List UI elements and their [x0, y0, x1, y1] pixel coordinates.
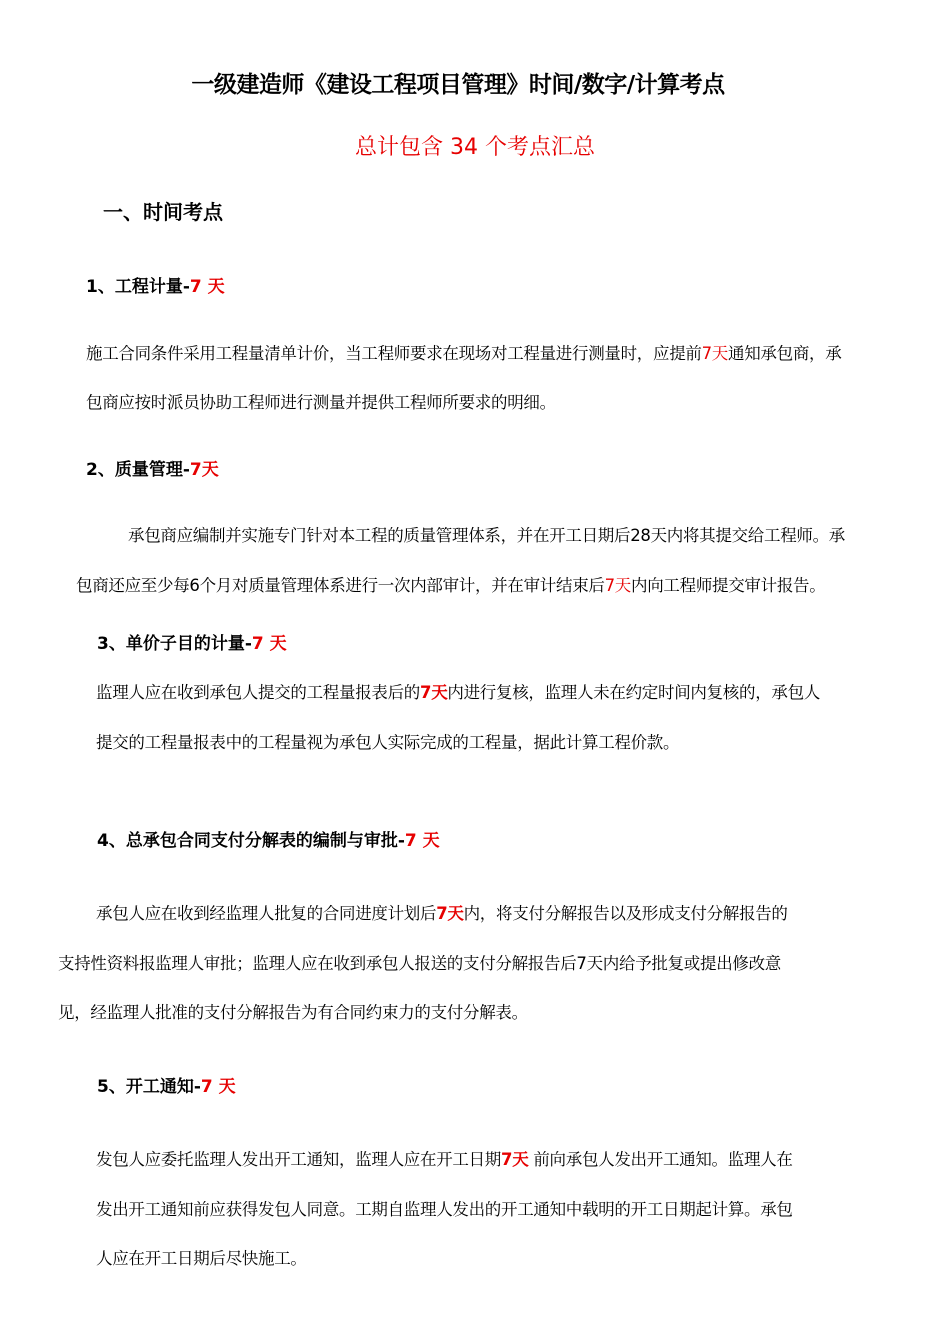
- item-2-heading: [86, 455, 219, 480]
- item-5-heading-highlight: 7 天: [200, 1077, 236, 1097]
- text: 内进行复核，监理人未在约定时间内复核的，承包人: [447, 683, 821, 702]
- text: 内向工程师提交审计报告。: [631, 576, 826, 595]
- item-3-line-1: [96, 679, 820, 703]
- section-heading-time: 一、时间考点: [103, 200, 223, 224]
- text: 施工合同条件采用工程量清单计价，当工程师要求在现场对工程量进行测量时，应提前: [86, 344, 702, 363]
- item-5-heading-text: 5、开工通知-: [97, 1077, 201, 1097]
- item-2-heading-highlight: 7天: [189, 460, 219, 480]
- document-title: 一级建造师《建设工程项目管理》时间/数字/计算考点: [191, 72, 725, 98]
- item-4-heading-text: 4、总承包合同支付分解表的编制与审批-: [97, 831, 405, 851]
- item-2-line-1: 承包商应编制并实施专门针对本工程的质量管理体系，并在开工日期后28天内将其提交给工程师。承: [128, 526, 845, 545]
- item-4-heading-highlight: 7 天: [404, 831, 440, 851]
- item-3-heading-highlight: 7 天: [251, 634, 287, 654]
- text: 包商还应至少每6个月对质量管理体系进行一次内部审计，并在审计结束后: [76, 576, 605, 595]
- highlight: 7天: [701, 344, 729, 363]
- item-5-heading: [97, 1072, 236, 1097]
- item-3-heading: [97, 629, 287, 654]
- item-4-line-3: 见，经监理人批准的支付分解报告为有合同约束力的支付分解表。: [58, 1003, 528, 1022]
- highlight: 7天: [604, 576, 632, 595]
- item-4-heading: [97, 826, 440, 851]
- item-3-heading-text: 3、单价子目的计量-: [97, 634, 252, 654]
- text: 发包人应委托监理人发出开工通知，监理人应在开工日期: [96, 1150, 502, 1169]
- text: 内，将支付分解报告以及形成支付分解报告的: [463, 904, 788, 923]
- item-1-heading: [86, 272, 225, 297]
- item-1-heading-text: 1、工程计量-: [86, 277, 190, 297]
- highlight: 7天: [501, 1150, 529, 1169]
- highlight: 7天: [436, 904, 464, 923]
- text: 通知承包商，承: [728, 344, 842, 363]
- item-5-line-1: [96, 1146, 793, 1170]
- item-5-line-2: 发出开工通知前应获得发包人同意。工期自监理人发出的开工通知中载明的开工日期起计算。承包: [96, 1200, 793, 1219]
- document-subtitle: 总计包含 34 个考点汇总: [355, 135, 595, 160]
- item-2-line-2: [76, 572, 825, 596]
- text: 承包人应在收到经监理人批复的合同进度计划后: [96, 904, 437, 923]
- item-4-line-1: [96, 900, 788, 924]
- text: 前向承包人发出开工通知。监理人在: [528, 1150, 793, 1169]
- item-1-line-1: [86, 340, 841, 364]
- item-2-heading-text: 2、质量管理-: [86, 460, 190, 480]
- item-1-heading-highlight: 7 天: [189, 277, 225, 297]
- text: 监理人应在收到承包人提交的工程量报表后的: [96, 683, 421, 702]
- item-5-line-3: 人应在开工日期后尽快施工。: [96, 1249, 307, 1268]
- item-4-line-2: 支持性资料报监理人审批；监理人应在收到承包人报送的支付分解报告后7天内给予批复或提出修改意: [58, 954, 781, 973]
- item-3-line-2: 提交的工程量报表中的工程量视为承包人实际完成的工程量，据此计算工程价款。: [96, 733, 680, 752]
- highlight: 7天: [420, 683, 448, 702]
- item-1-line-2: 包商应按时派员协助工程师进行测量并提供工程师所要求的明细。: [86, 393, 556, 412]
